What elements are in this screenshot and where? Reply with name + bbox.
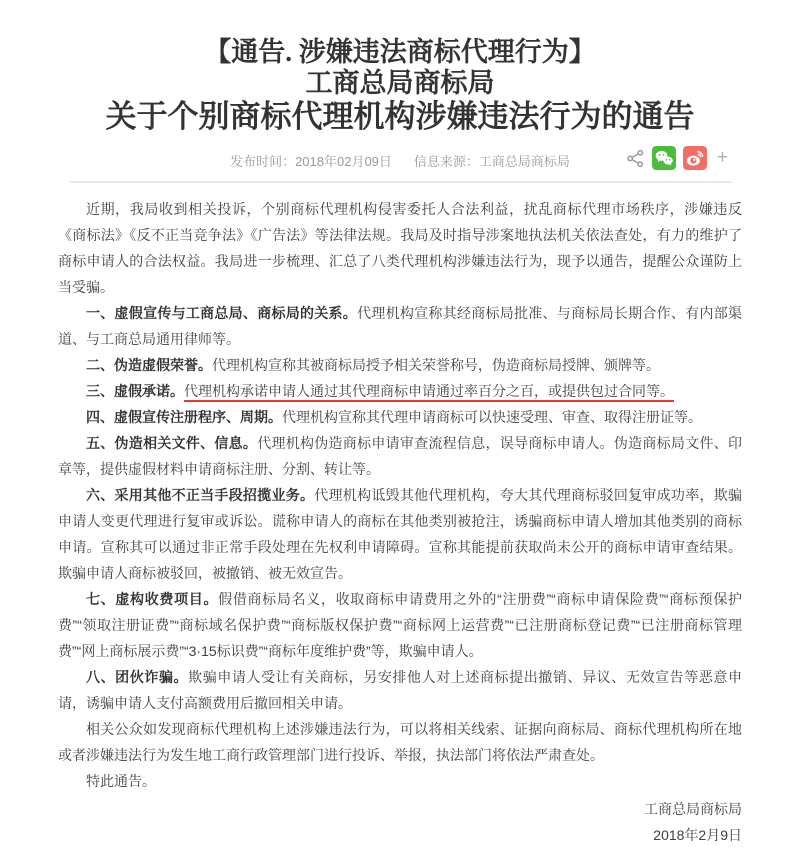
signature-organization: 工商总局商标局 (644, 801, 742, 817)
paragraph-intro: 近期，我局收到相关投诉，个别商标代理机构侵害委托人合法利益，扰乱商标代理市场秩序，涉嫌违反《商标法》《反不正当竞争法》《广告法》等法律法规。我局及时指导涉案地执法机关依法查处，有力的维护了商标申请人的合法权益。我局进一步梳理、汇总了八类代理机构涉嫌违法行为，现予以通告，提醒公众谨防上当受骗。 (58, 201, 742, 295)
paragraph-section-7: 七、虚构收费项目。假借商标局名义，收取商标申请费用之外的“注册费”“商标申请保险费”“商标预保护费”“领取注册证费”“商标域名保护费”“商标版权保护费”“商标网上运营费”“已注册商标登记费”“已注册商标管理费”“网上商标展示费”“3·15标识费”“商标年度维护费”等，欺骗申请人。 (58, 591, 742, 659)
meta-row (58, 148, 742, 172)
section-heading: 三、虚假承诺。 (86, 383, 184, 399)
signature-date: 2018年2月9日 (653, 827, 742, 843)
paragraph-section-4: 四、虚假宣传注册程序、周期。代理机构宣称其代理申请商标可以快速受理、审查、取得注册证等。 (86, 409, 702, 425)
header-divider (70, 181, 732, 183)
section-heading: 六、采用其他不正当手段招揽业务。 (86, 487, 315, 503)
share-icon[interactable] (626, 149, 645, 168)
page-title-main-line: 关于个别商标代理机构涉嫌违法行为的通告 (105, 99, 695, 134)
paragraph-section-8: 八、团伙诈骗。欺骗申请人受让有关商标，另安排他人对上述商标提出撤销、异议、无效宣告等恶意申请，诱骗申请人支付高额费用后撤回相关申请。 (58, 669, 743, 711)
paragraph-section-3 (58, 378, 742, 404)
weibo-icon[interactable] (683, 146, 707, 170)
section-heading: 七、虚构收费项目。 (86, 591, 219, 607)
paragraph-reporting: 相关公众如发现商标代理机构上述涉嫌违法行为，可以将相关线索、证据向商标局、商标代理机构所在地或者涉嫌违法行为发生地工商行政管理部门进行投诉、举报，执法部门将依法严肃查处。 (58, 721, 742, 763)
paragraph-section-1: 一、虚假宣传与工商总局、商标局的关系。代理机构宣称其经商标局批准、与商标局长期合作、有内部渠道、与工商总局通用律师等。 (58, 305, 743, 347)
section-heading: 二、伪造虚假荣誉。 (86, 357, 212, 373)
announcement-body (58, 196, 742, 848)
article-header (58, 36, 742, 183)
wechat-icon[interactable] (652, 146, 676, 170)
section-heading: 八、团伙诈骗。 (86, 669, 189, 685)
paragraph-section-5: 五、伪造相关文件、信息。代理机构伪造商标申请审查流程信息，误导商标申请人。伪造商标局文件、印章等，提供虚假材料申请商标注册、分割、转让等。 (58, 435, 743, 477)
paragraph-section-2: 二、伪造虚假荣誉。代理机构宣称其被商标局授予相关荣誉称号，伪造商标局授牌、颁牌等。 (86, 357, 660, 373)
paragraph-section-6: 六、采用其他不正当手段招揽业务。代理机构诋毁其他代理机构，夸大其代理商标驳回复审成功率，欺骗申请人变更代理进行复审或诉讼。谎称申请人的商标在其他类别被抢注，诱骗商标申请人增加其他类别的商标申请。宣称其可以通过非正常手段处理在先权利申请障碍。宣称其能提前获取尚未公开的商标申请审查结果。欺骗申请人商标被驳回，被撤销、被无效宣告。 (58, 487, 742, 581)
share-bar (626, 146, 728, 170)
announcement-page (58, 0, 742, 848)
more-share-icon[interactable]: + (716, 147, 728, 168)
section-heading: 五、伪造相关文件、信息。 (86, 435, 258, 451)
section-heading: 一、虚假宣传与工商总局、商标局的关系。 (86, 305, 358, 321)
page-title-org-line: 工商总局商标局 (305, 68, 495, 98)
publish-date: 发布时间：2018年02月09日 (230, 153, 392, 169)
paragraph-closing: 特此通告。 (86, 773, 156, 789)
info-source: 信息来源：工商总局商标局 (413, 153, 570, 169)
section-heading: 四、虚假宣传注册程序、周期。 (86, 409, 282, 425)
highlighted-sentence: 代理机构承诺申请人通过其代理商标申请通过率百分之百，或提供包过合同等。 (184, 383, 674, 402)
page-title-bracket-line: 【通告. 涉嫌违法商标代理行为】 (204, 37, 596, 67)
